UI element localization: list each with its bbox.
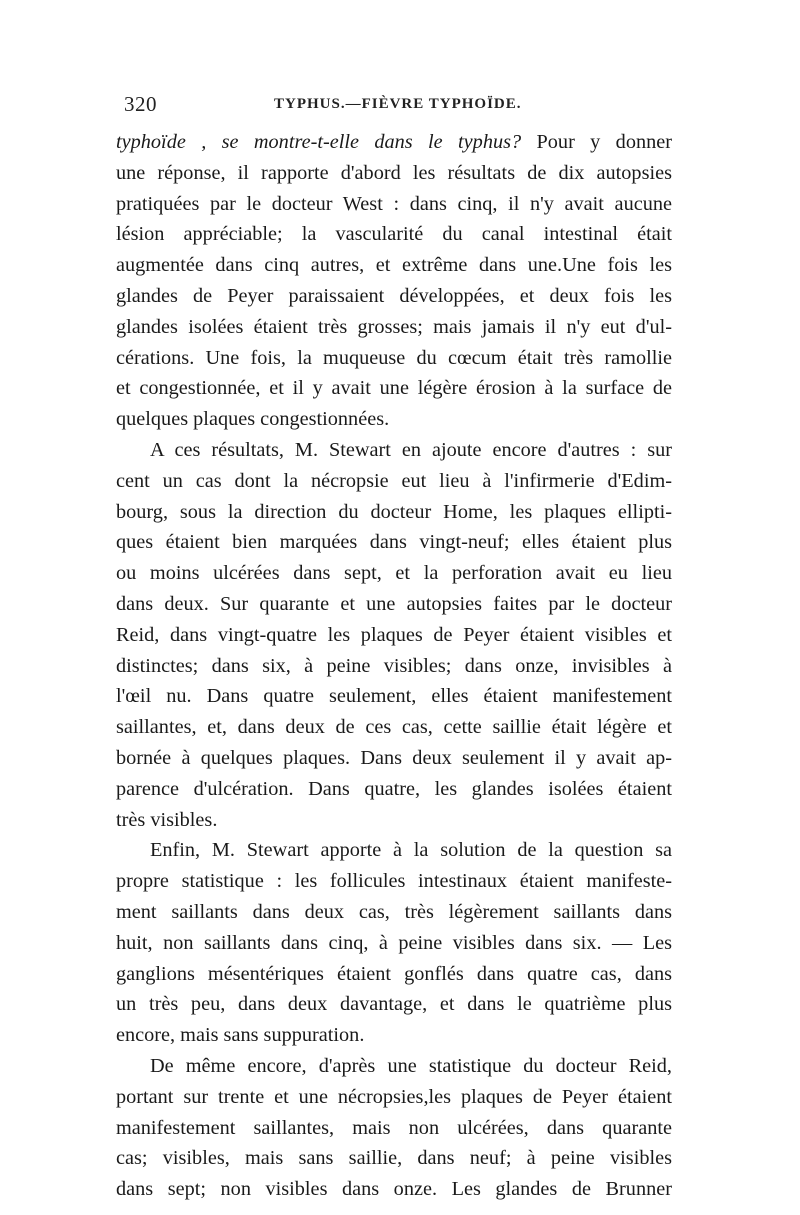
text-line: ment saillants dans deux cas, très légèrement saillants dans — [116, 900, 672, 923]
page-header — [122, 92, 674, 122]
text-line: bornée à quelques plaques. Dans deux seulement il y avait ap- — [116, 746, 672, 769]
text-line: propre statistique : les follicules intestinaux étaient manifeste- — [116, 870, 672, 893]
text-line: glandes isolées étaient très grosses; mais jamais il n'y eut d'ul- — [116, 315, 672, 338]
text-line: dans deux. Sur quarante et une autopsies faites par le docteur — [116, 592, 672, 615]
text-line: ques étaient bien marquées dans vingt-neuf; elles étaient plus — [116, 531, 672, 554]
paragraph-start-line: De même encore, d'après une statistique du docteur Reid, — [150, 1054, 672, 1077]
paragraph-end-line: quelques plaques congestionnées. — [116, 408, 390, 431]
text-line: saillantes, et, dans deux de ces cas, cette saillie était légère et — [116, 716, 672, 739]
text-line: parence d'ulcération. Dans quatre, les glandes isolées étaient — [116, 777, 672, 800]
text-line: cérations. Une fois, la muqueuse du cœcum était très ramollie — [116, 346, 672, 369]
text-fragment: Pour y donner — [521, 131, 672, 153]
text-line: et congestionnée, et il y avait une légère érosion à la surface de — [116, 377, 672, 400]
text-line: glandes de Peyer paraissaient développées, et deux fois les — [116, 284, 672, 307]
text-line: manifestement saillantes, mais non ulcérées, dans quarante — [116, 1116, 672, 1139]
paragraph-start-line: A ces résultats, M. Stewart en ajoute encore d'autres : sur — [150, 438, 672, 461]
text-line: pratiquées par le docteur West : dans cinq, il n'y avait aucune — [116, 192, 672, 215]
text-line: distinctes; dans six, à peine visibles; dans onze, invisibles à — [116, 654, 672, 677]
body-text — [116, 127, 672, 1205]
paragraph-end-line: encore, mais sans suppuration. — [116, 1024, 365, 1047]
running-head: TYPHUS.—FIÈVRE TYPHOÏDE. — [274, 96, 522, 112]
text-line: dans sept; non visibles dans onze. Les glandes de Brunner — [116, 1178, 672, 1201]
text-line: portant sur trente et une nécropsies,les plaques de Peyer étaient — [116, 1085, 672, 1108]
text-line: une réponse, il rapporte d'abord les résultats de dix autopsies — [116, 161, 672, 184]
text-line: ou moins ulcérées dans sept, et la perforation avait eu lieu — [116, 562, 672, 585]
text-line: l'œil nu. Dans quatre seulement, elles étaient manifestement — [116, 685, 672, 708]
text-line: augmentée dans cinq autres, et extrême dans une.Une fois les — [116, 254, 672, 277]
text-line: cas; visibles, mais sans saillie, dans neuf; à peine visibles — [116, 1147, 672, 1170]
text-line: un très peu, dans deux davantage, et dans le quatrième plus — [116, 993, 672, 1016]
paragraph-end-line: très visibles. — [116, 808, 218, 831]
text-line: cent un cas dont la nécropsie eut lieu à l'infirmerie d'Edim- — [116, 469, 672, 492]
text-line: lésion appréciable; la vascularité du canal intestinal était — [116, 223, 672, 246]
paragraph-start-line: Enfin, M. Stewart apporte à la solution de la question sa — [150, 839, 672, 862]
text-line: bourg, sous la direction du docteur Home, les plaques ellipti- — [116, 500, 672, 523]
italic-phrase: typhoïde , se montre-t-elle dans le typhus? — [116, 131, 522, 153]
text-line: ganglions mésentériques étaient gonflés dans quatre cas, dans — [116, 962, 672, 985]
text-line: Reid, dans vingt-quatre les plaques de Peyer étaient visibles et — [116, 623, 672, 646]
text-line: huit, non saillants dans cinq, à peine visibles dans six. — Les — [116, 931, 672, 954]
page-number: 320 — [124, 92, 157, 116]
text-line — [116, 127, 672, 158]
